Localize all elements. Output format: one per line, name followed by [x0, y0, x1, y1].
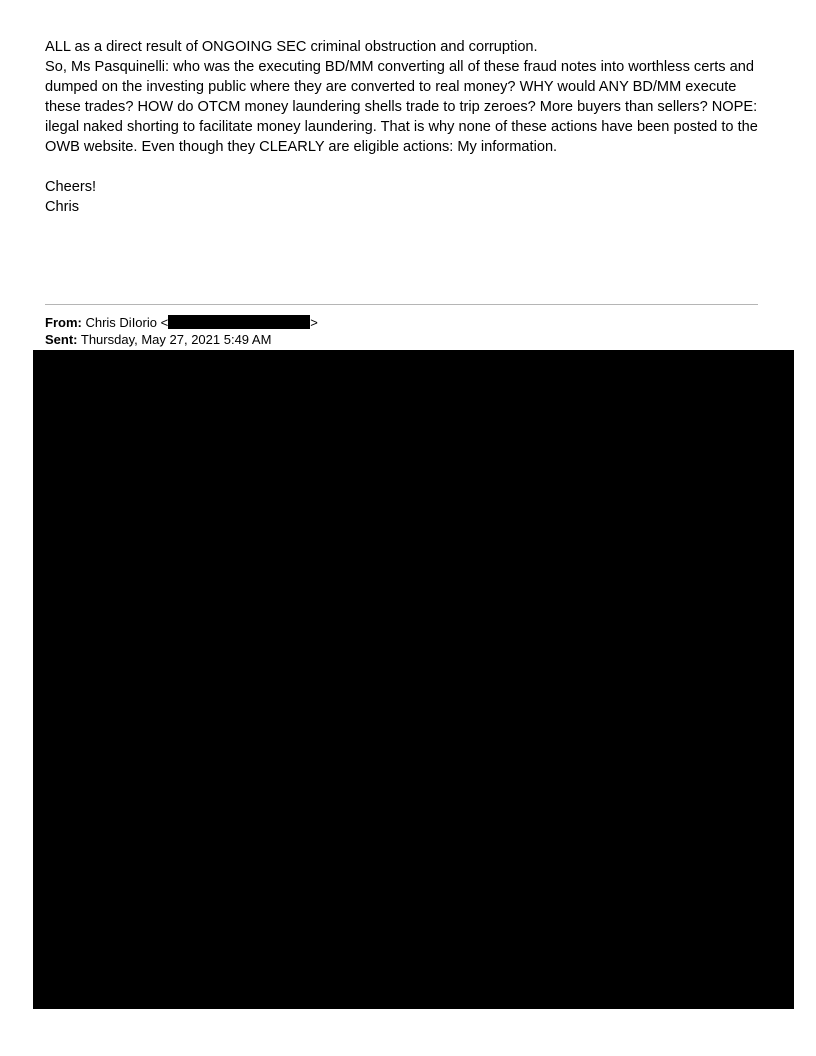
- from-name: Chris DiIorio <: [85, 315, 169, 330]
- signature-name: Chris: [45, 199, 80, 215]
- sent-label: Sent:: [45, 332, 78, 347]
- quoted-message-divider: [45, 304, 758, 305]
- from-suffix: >: [310, 315, 318, 330]
- body-paragraph-2: So, Ms Pasquinelli: who was the executing BD/MM converting all of these fraud notes into worthless certs and dumped on the investing public where they are converted to real money? WHY would ANY BD/MM execute these trades? HOW do OTCM money laundering shells trade to trip zeroes? More buyers than sellers? NOPE: ilegal naked shorting to facilitate money laundering. That is why none of these actions have been posted to the OWB website. Even though they CLEARLY are eligible actions: My information.: [45, 59, 758, 155]
- closing-text: Cheers!: [45, 179, 97, 195]
- body-paragraph-1: ALL as a direct result of ONGOING SEC criminal obstruction and corruption.: [45, 39, 538, 55]
- from-line: [45, 314, 318, 331]
- email-signoff: [45, 177, 96, 217]
- email-body: [45, 37, 775, 157]
- quoted-message-header: [45, 314, 318, 348]
- redacted-email-address: [168, 315, 310, 329]
- from-label: From:: [45, 315, 82, 330]
- redacted-content-block: [33, 350, 794, 1009]
- sent-line: [45, 331, 318, 348]
- sent-value: Thursday, May 27, 2021 5:49 AM: [80, 332, 272, 347]
